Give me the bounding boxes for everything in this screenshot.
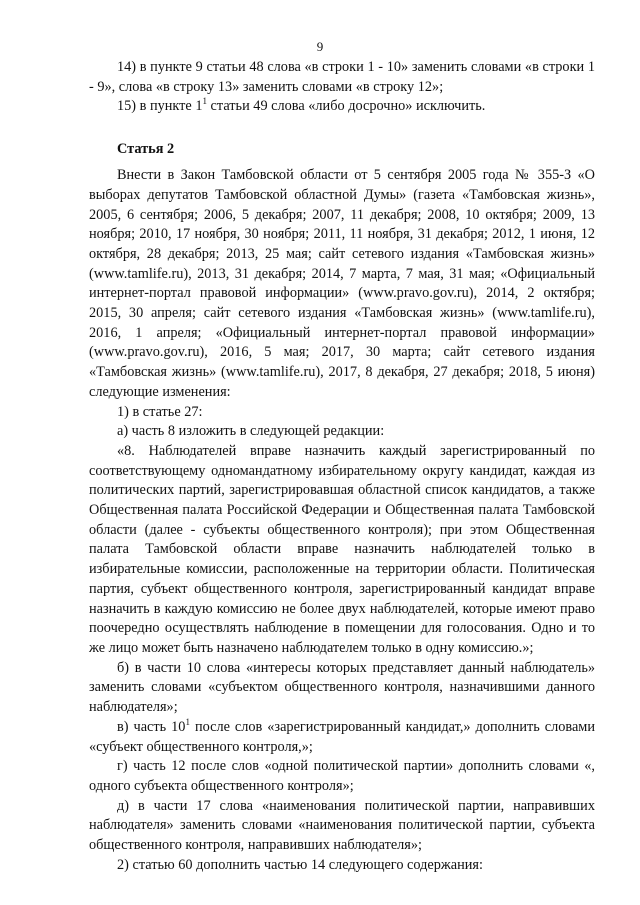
item-15-text-b: статьи 49 слова «либо досрочно» исключить. <box>206 98 486 115</box>
spacer <box>89 117 595 139</box>
item-14: 14) в пункте 9 статьи 48 слова «в строки 1 - 10» заменить словами «в строки 1 - 9», слова «в строку 13» заменить словами «в строку 12»; <box>89 59 595 95</box>
page-number: 9 <box>316 39 324 54</box>
spacer <box>89 159 595 166</box>
document-body <box>89 58 595 875</box>
subitem-d: д) в части 17 слова «наименования политической партии, направивших наблюдателя» заменить словами «наименования политической партии, субъекта общественного контроля, направивших наблюдателя»; <box>89 797 595 854</box>
item-15-superscript: 1 <box>202 96 207 107</box>
item-1: 1) в статье 27: <box>117 403 203 420</box>
item-15-text-a: 15) в пункте 1 <box>117 98 203 115</box>
article-2-intro: Внести в Закон Тамбовской области от 5 сентября 2005 года № 355-З «О выборах депутатов Тамбовской областной Думы» (газета «Тамбовская жизнь», 2005, 6 сентября; 2006, 5 декабря; 2007, 11 декабря; 2008, 10 октября; 2009, 13 ноября; 2010, 17 ноября, 30 ноября; 2011, 11 ноября, 31 декабря; 2012, 1 июня, 12 октября, 28 декабря; 2013, 25 мая; сайт сетевого издания «Тамбовская жизнь» (www.tamlife.ru), 2013, 31 декабря; 2014, 7 марта, 7 мая, 31 мая; «Официальный интернет-портал правовой информации» (www.pravo.gov.ru), 2014, 2 октября; 2015, 30 апреля; сайт сетевого издания «Тамбовская жизнь» (www.tamlife.ru), 2016, 1 апреля; «Официальный интернет-портал правовой информации» (www.pravo.gov.ru), 2016, 5 мая; 2017, 30 марта; сайт сетевого издания «Тамбовская жизнь» (www.tamlife.ru), 2017, 8 декабря, 27 декабря; 2018, 5 июня) следующие изменения: <box>89 167 595 400</box>
subitem-v-text-b: после слов «зарегистрированный кандидат,» дополнить словами «субъект общественного контроля,»; <box>89 718 596 755</box>
item-2: 2) статью 60 дополнить частью 14 следующего содержания: <box>117 856 483 873</box>
item-15 <box>89 97 595 117</box>
quoted-part-8: «8. Наблюдателей вправе назначить каждый зарегистрированный по соответствующему одномандатному избирательному округу кандидат, каждая из политических партий, зарегистрировавшая областной список кандидатов, а также Общественная палата Российской Федерации и Общественная палата Тамбовской области (далее - субъекты общественного контроля); при этом Общественная палата Тамбовской области вправе назначить наблюдателей только в избирательные комиссии, расположенные на территории области. Политическая партия, субъект общественного контроля, зарегистрированный кандидат вправе назначить в каждую комиссию не более двух наблюдателей, которые имеют право поочередно осуществлять наблюдение в помещении для голосования. Одно и то же лицо может быть назначено наблюдателем только в одну комиссию.»; <box>89 442 595 656</box>
subitem-g: г) часть 12 после слов «одной политической партии» дополнить словами «, одного субъекта общественного контроля»; <box>89 758 595 794</box>
subitem-v-text-a: в) часть 10 <box>117 718 186 735</box>
article-2-heading: Статья 2 <box>117 141 175 158</box>
subitem-a: а) часть 8 изложить в следующей редакции: <box>117 423 385 440</box>
subitem-v-superscript: 1 <box>185 717 190 728</box>
subitem-b: б) в части 10 слова «интересы которых представляет данный наблюдатель» заменить словами «субъектом общественного контроля, назначившими данного наблюдателя»; <box>89 659 595 716</box>
subitem-v <box>89 718 595 757</box>
